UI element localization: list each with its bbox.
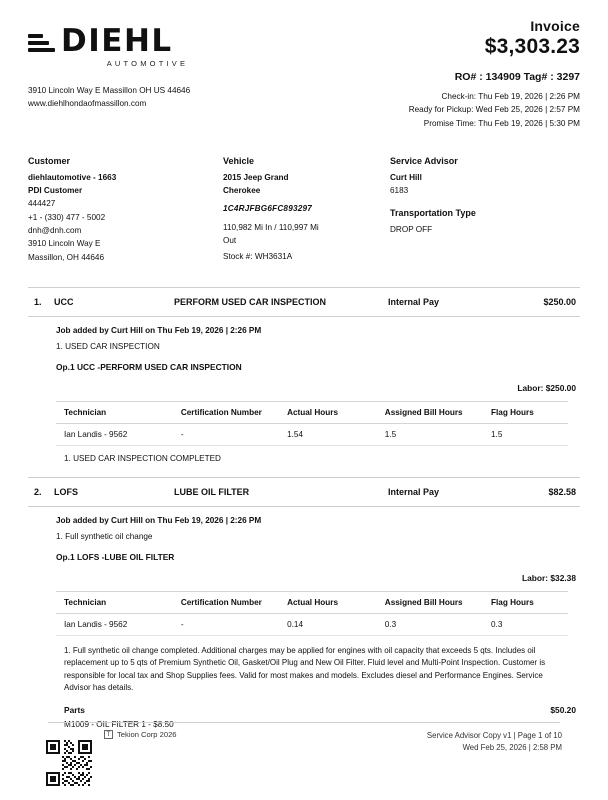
customer-addr1: 3910 Lincoln Way E <box>28 239 101 249</box>
advisor-heading: Service Advisor <box>390 155 458 166</box>
table-row <box>56 423 568 445</box>
invoice-amount: $3,303.23 <box>484 35 580 58</box>
job-1 <box>28 288 580 478</box>
table-header-row <box>56 401 568 423</box>
job-2-parts-total: $50.20 <box>550 705 576 716</box>
vehicle-year-make: 2015 Jeep Grand <box>223 172 289 182</box>
customer-addr2: Massillon, OH 44646 <box>28 252 104 262</box>
footer-printed: Wed Feb 25, 2026 | 2:58 PM <box>462 743 562 753</box>
invoice-promise: Promise Time: Thu Feb 19, 2026 | 5:30 PM <box>423 118 580 128</box>
vehicle-stock: Stock #: WH3631A <box>223 252 293 262</box>
company-address: 3910 Lincoln Way E Massillon OH US 44646 <box>28 86 191 95</box>
job-1-concern: 1. USED CAR INSPECTION <box>56 341 160 351</box>
customer-name: diehlautomotive - 1663 <box>28 172 117 182</box>
th-assigned-bill-hours: Assigned Bill Hours <box>377 591 483 613</box>
customer-block <box>28 156 223 264</box>
invoice-footer <box>28 730 580 755</box>
job-2-added-by: Job added by Curt Hill on Thu Feb 19, 2026 | 2:26 PM <box>56 515 262 525</box>
job-2 <box>28 478 580 730</box>
invoice-summary <box>409 18 580 130</box>
advisor-name: Curt Hill <box>390 172 422 182</box>
invoice-header <box>28 18 580 130</box>
job-1-operation: Op.1 UCC -PERFORM USED CAR INSPECTION <box>56 361 242 372</box>
job-1-header <box>28 288 580 316</box>
vehicle-block <box>223 156 390 264</box>
job-1-post-note: 1. USED CAR INSPECTION COMPLETED <box>64 453 221 463</box>
parties-row <box>28 156 580 264</box>
company-website: www.diehlhondaofmassillon.com <box>28 98 147 108</box>
job-2-code: LOFS <box>54 486 78 497</box>
job-2-header <box>28 478 580 506</box>
advisor-block <box>390 156 580 264</box>
job-2-tech-actual: 0.14 <box>279 613 377 635</box>
job-1-tech-table <box>56 401 568 446</box>
invoice-ready: Ready for Pickup: Wed Feb 25, 2026 | 2:57 PM <box>408 105 580 115</box>
job-2-tech-bill: 0.3 <box>377 613 483 635</box>
footer-copyright-block <box>28 730 177 739</box>
job-1-tech-cert: - <box>173 423 279 445</box>
job-2-tech-cert: - <box>173 613 279 635</box>
job-2-pay-type: Internal Pay <box>388 486 440 497</box>
vehicle-mileage-out: Out <box>223 235 237 245</box>
job-2-tech-flag: 0.3 <box>483 613 568 635</box>
company-logo <box>28 23 190 59</box>
job-1-number: 1. <box>34 296 42 307</box>
company-subtitle: AUTOMOTIVE <box>106 59 189 68</box>
invoice-checkin: Check-in: Thu Feb 19, 2026 | 2:26 PM <box>441 92 580 101</box>
job-2-parts-label: Parts <box>64 705 85 716</box>
th-technician: Technician <box>56 401 173 423</box>
job-2-description: LUBE OIL FILTER <box>174 486 250 497</box>
company-address-block <box>28 85 190 110</box>
table-header-row <box>56 591 568 613</box>
transport-value: DROP OFF <box>390 225 433 235</box>
invoice-title: Invoice <box>530 18 580 34</box>
qr-code <box>46 740 92 786</box>
job-1-labor-total: Labor: $250.00 <box>517 382 576 393</box>
job-2-tech-table <box>56 591 568 636</box>
job-2-note-paragraph: 1. Full synthetic oil change completed. Additional charges may be applied for engines with oil capacity that exceeds 5 qts. Includes oil replacement up to 5 qts of Premium Synthetic Oil, Gasket/Oil Plug and New Oil Filter. Fluid level and Multi-Point Inspection. Customer is responsible for local tax and Shop Supplies fees. Valid for most makes and models. Excludes diesel and Performance Engines. Service Advisor has details. <box>64 645 546 692</box>
job-2-number: 2. <box>34 486 42 497</box>
vehicle-heading: Vehicle <box>223 155 255 166</box>
job-2-tech-name: Ian Landis - 9562 <box>56 613 173 635</box>
customer-email: dnh@dnh.com <box>28 225 82 235</box>
job-2-parts-row <box>28 694 580 715</box>
customer-number: 444427 <box>28 199 56 209</box>
footer-divider <box>48 722 560 723</box>
job-1-tech-name: Ian Landis - 9562 <box>56 423 173 445</box>
footer-copy-label: Service Advisor Copy v1 | Page 1 of 10 <box>426 731 562 740</box>
job-2-amount: $82.58 <box>548 486 576 497</box>
th-actual-hours: Actual Hours <box>279 401 377 423</box>
table-row <box>56 613 568 635</box>
job-2-parts-item: M1009 - OIL FILTER 1 - $8.50 <box>64 720 174 730</box>
job-1-tech-flag: 1.5 <box>483 423 568 445</box>
job-1-amount: $250.00 <box>543 296 576 307</box>
invoice-ro-tag: RO# : 134909 Tag# : 3297 <box>454 71 580 83</box>
job-2-labor-total: Labor: $32.38 <box>522 572 576 583</box>
th-certification: Certification Number <box>173 591 279 613</box>
th-flag-hours: Flag Hours <box>483 591 568 613</box>
transport-heading: Transportation Type <box>390 208 476 219</box>
job-2-concern: 1. Full synthetic oil change <box>56 531 153 541</box>
job-1-pay-type: Internal Pay <box>388 296 440 307</box>
company-name: DIEHL <box>61 23 173 59</box>
customer-phone: +1 - (330) 477 - 5002 <box>28 212 106 222</box>
customer-line2: PDI Customer <box>28 186 83 196</box>
th-certification: Certification Number <box>173 401 279 423</box>
th-technician: Technician <box>56 591 173 613</box>
footer-meta <box>427 730 580 755</box>
job-1-description: PERFORM USED CAR INSPECTION <box>174 296 327 307</box>
th-actual-hours: Actual Hours <box>279 591 377 613</box>
logo-bars-icon <box>28 32 55 52</box>
invoice-times <box>409 90 580 130</box>
tekion-logo-icon: T <box>104 730 113 739</box>
vehicle-mileage: 110,982 Mi In / 110,997 Mi <box>223 222 319 232</box>
vehicle-model: Cherokee <box>223 186 261 196</box>
job-2-operation: Op.1 LOFS -LUBE OIL FILTER <box>56 551 175 562</box>
job-1-tech-actual: 1.54 <box>279 423 377 445</box>
company-block <box>28 18 190 110</box>
job-1-code: UCC <box>54 296 74 307</box>
th-flag-hours: Flag Hours <box>483 401 568 423</box>
advisor-id: 6183 <box>390 186 409 196</box>
customer-heading: Customer <box>28 155 71 166</box>
job-1-tech-bill: 1.5 <box>377 423 483 445</box>
vehicle-vin: 1C4RJFBG6FC893297 <box>223 204 312 214</box>
th-assigned-bill-hours: Assigned Bill Hours <box>377 401 483 423</box>
footer-copyright: Tekion Corp 2026 <box>117 730 177 739</box>
job-1-added-by: Job added by Curt Hill on Thu Feb 19, 2026 | 2:26 PM <box>56 325 262 335</box>
